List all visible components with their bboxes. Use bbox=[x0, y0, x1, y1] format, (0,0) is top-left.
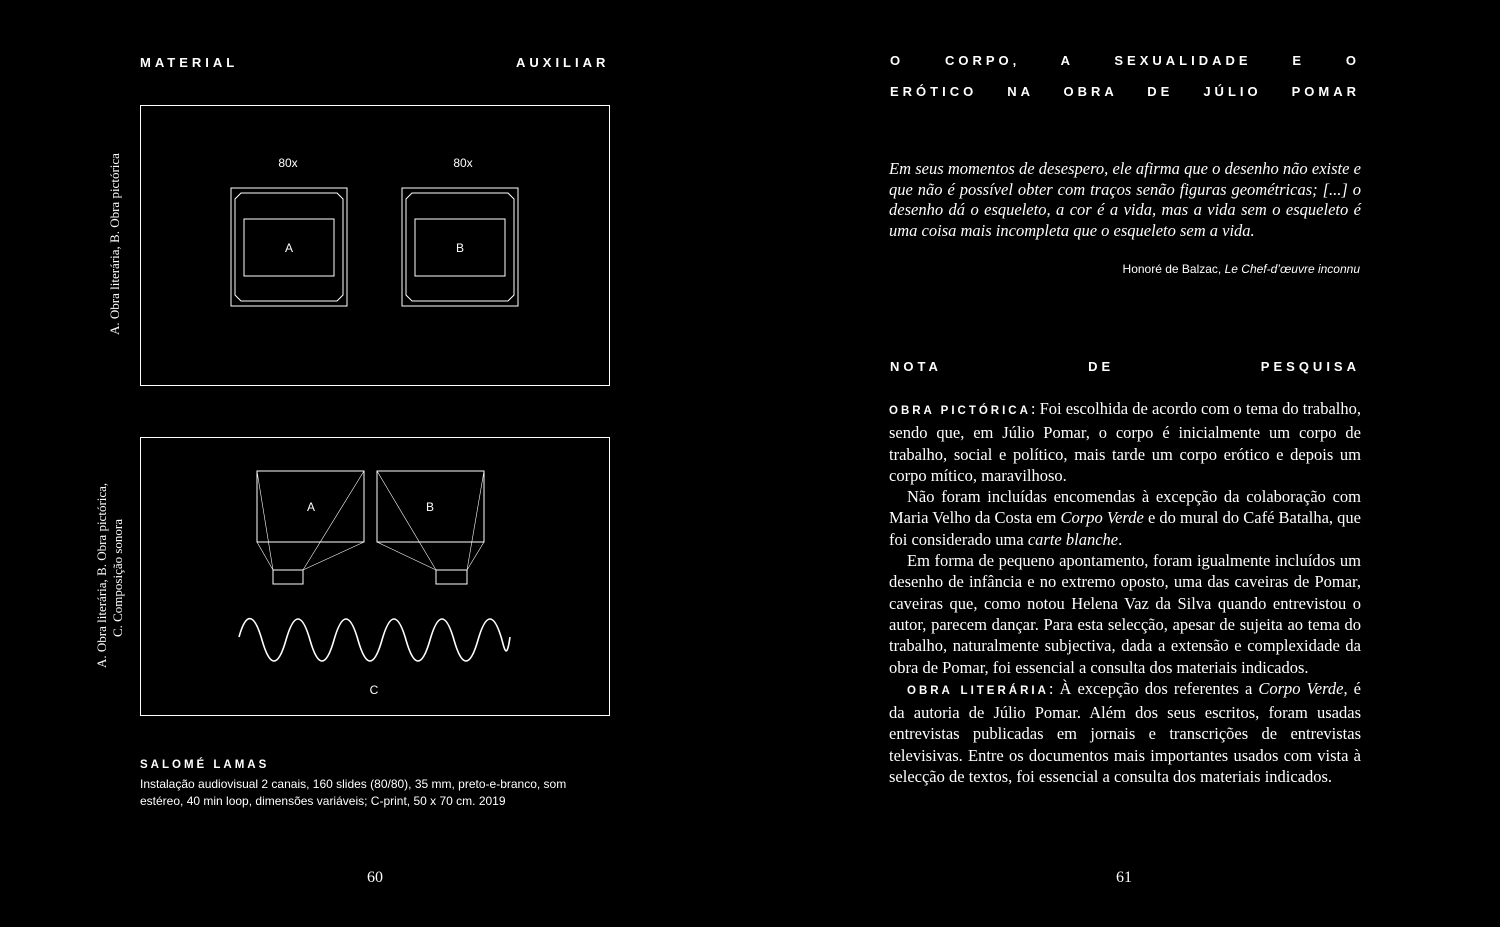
right-page-number: 61 bbox=[1116, 869, 1132, 886]
left-page-number: 60 bbox=[367, 869, 383, 886]
diagram1-box-a-label: A bbox=[284, 241, 294, 255]
diagram1-frame bbox=[140, 105, 610, 386]
epigraph-attribution bbox=[889, 262, 1360, 276]
credit-title: SALOMÉ LAMAS bbox=[140, 759, 270, 771]
attribution-work: Le Chef-d’œuvre inconnu bbox=[1224, 262, 1360, 276]
left-header-right: AUXILIAR bbox=[516, 55, 610, 70]
diagram2-screen-a-label: A bbox=[306, 500, 316, 514]
credit-description bbox=[140, 776, 600, 810]
right-title-line1: O CORPO, A SEXUALIDADE E O bbox=[890, 53, 1360, 68]
p4-text-b: , é da autoria de Júlio Pomar. Além dos seus escritos, foram usadas entrevistas publicadas em jornais e transcrições de entrevistas televisivas. Entre os documentos mais importantes usados com vista à selecção de textos, foi essencial a consulta dos materiais indicados. bbox=[889, 678, 1361, 787]
diagram2-side-label bbox=[94, 482, 126, 668]
diagram1-box-b-label: B bbox=[455, 241, 465, 255]
credit-line-1: Instalação audiovisual 2 canais, 160 slides (80/80), 35 mm, preto-e-branco, som bbox=[140, 777, 567, 791]
p2-italic-corpo-verde: Corpo Verde bbox=[1060, 508, 1144, 528]
research-note-body bbox=[889, 398, 1361, 787]
attribution-author: Honoré de Balzac, bbox=[1122, 262, 1225, 276]
diagram1-label-b-count: 80x bbox=[453, 156, 473, 170]
epigraph-quote: Em seus momentos de desespero, ele afirma que o desenho não existe e que não é possível obter com traços senão figuras geométricas; [...] o desenho dá o esqueleto, a cor é a vida, mas a vida sem o esqueleto é uma coisa mais incompleta que o esqueleto sem a vida. bbox=[889, 159, 1361, 240]
paragraph-obra-pictorica bbox=[889, 398, 1361, 486]
paragraph-obra-literaria bbox=[889, 678, 1361, 787]
label-obra-literaria: OBRA LITERÁRIA bbox=[907, 684, 1049, 697]
left-header-left: MATERIAL bbox=[140, 55, 239, 70]
p2-text-b: e do mural do Café Batalha, que foi considerado uma bbox=[889, 508, 1361, 549]
diagram2-side-label-line1: A. Obra literária, B. Obra pictórica, bbox=[94, 482, 109, 668]
diagram1-side-label: A. Obra literária, B. Obra pictórica bbox=[107, 153, 122, 335]
right-title-line2: ERÓTICO NA OBRA DE JÚLIO POMAR bbox=[890, 84, 1360, 99]
p2-text-a: Não foram incluídas encomendas à excepção da colaboração com Maria Velho da Costa em bbox=[889, 487, 1361, 528]
p4-text-a: : À excepção dos referentes a bbox=[1048, 678, 1259, 698]
label-obra-pictorica: OBRA PICTÓRICA bbox=[889, 405, 1031, 417]
section-title: NOTA DE PESQUISA bbox=[890, 359, 1360, 374]
credit-line-2: estéreo, 40 min loop, dimensões variáveis; C-print, 50 x 70 cm. 2019 bbox=[140, 794, 506, 808]
p2-italic-carte-blanche: carte blanche bbox=[1027, 529, 1119, 549]
diagram2-side-label-line2: C. Composição sonora bbox=[110, 518, 125, 638]
diagram1-label-a-count: 80x bbox=[278, 156, 298, 170]
diagram2-sound-label: C bbox=[369, 683, 379, 697]
diagram2-frame bbox=[140, 437, 610, 716]
paragraph-apontamento: Em forma de pequeno apontamento, foram igualmente incluídos um desenho de infância e no extremo oposto, uma das caveiras de Pomar, caveiras que, como notou Helena Vaz da Silva quando entrevistou o autor, parecem dançar. Para esta selecção, apesar de sujeita ao tema do trabalho, naturalmente subjectiva, dada a extensão e complexidade da obra de Pomar, foi essencial a consulta dos materiais indicados. bbox=[889, 551, 1361, 677]
p2-text-c: . bbox=[1118, 529, 1123, 549]
p4-italic-corpo-verde: Corpo Verde bbox=[1258, 678, 1344, 698]
paragraph-encomendas bbox=[889, 486, 1361, 550]
diagram2-screen-b-label: B bbox=[425, 500, 435, 514]
p1-text: : Foi escolhida de acordo com o tema do trabalho, sendo que, em Júlio Pomar, o corpo é inicialmente um corpo de trabalho, social e político, mais tarde um corpo erótico e depois um corpo mítico, maravilhoso. bbox=[889, 399, 1361, 485]
